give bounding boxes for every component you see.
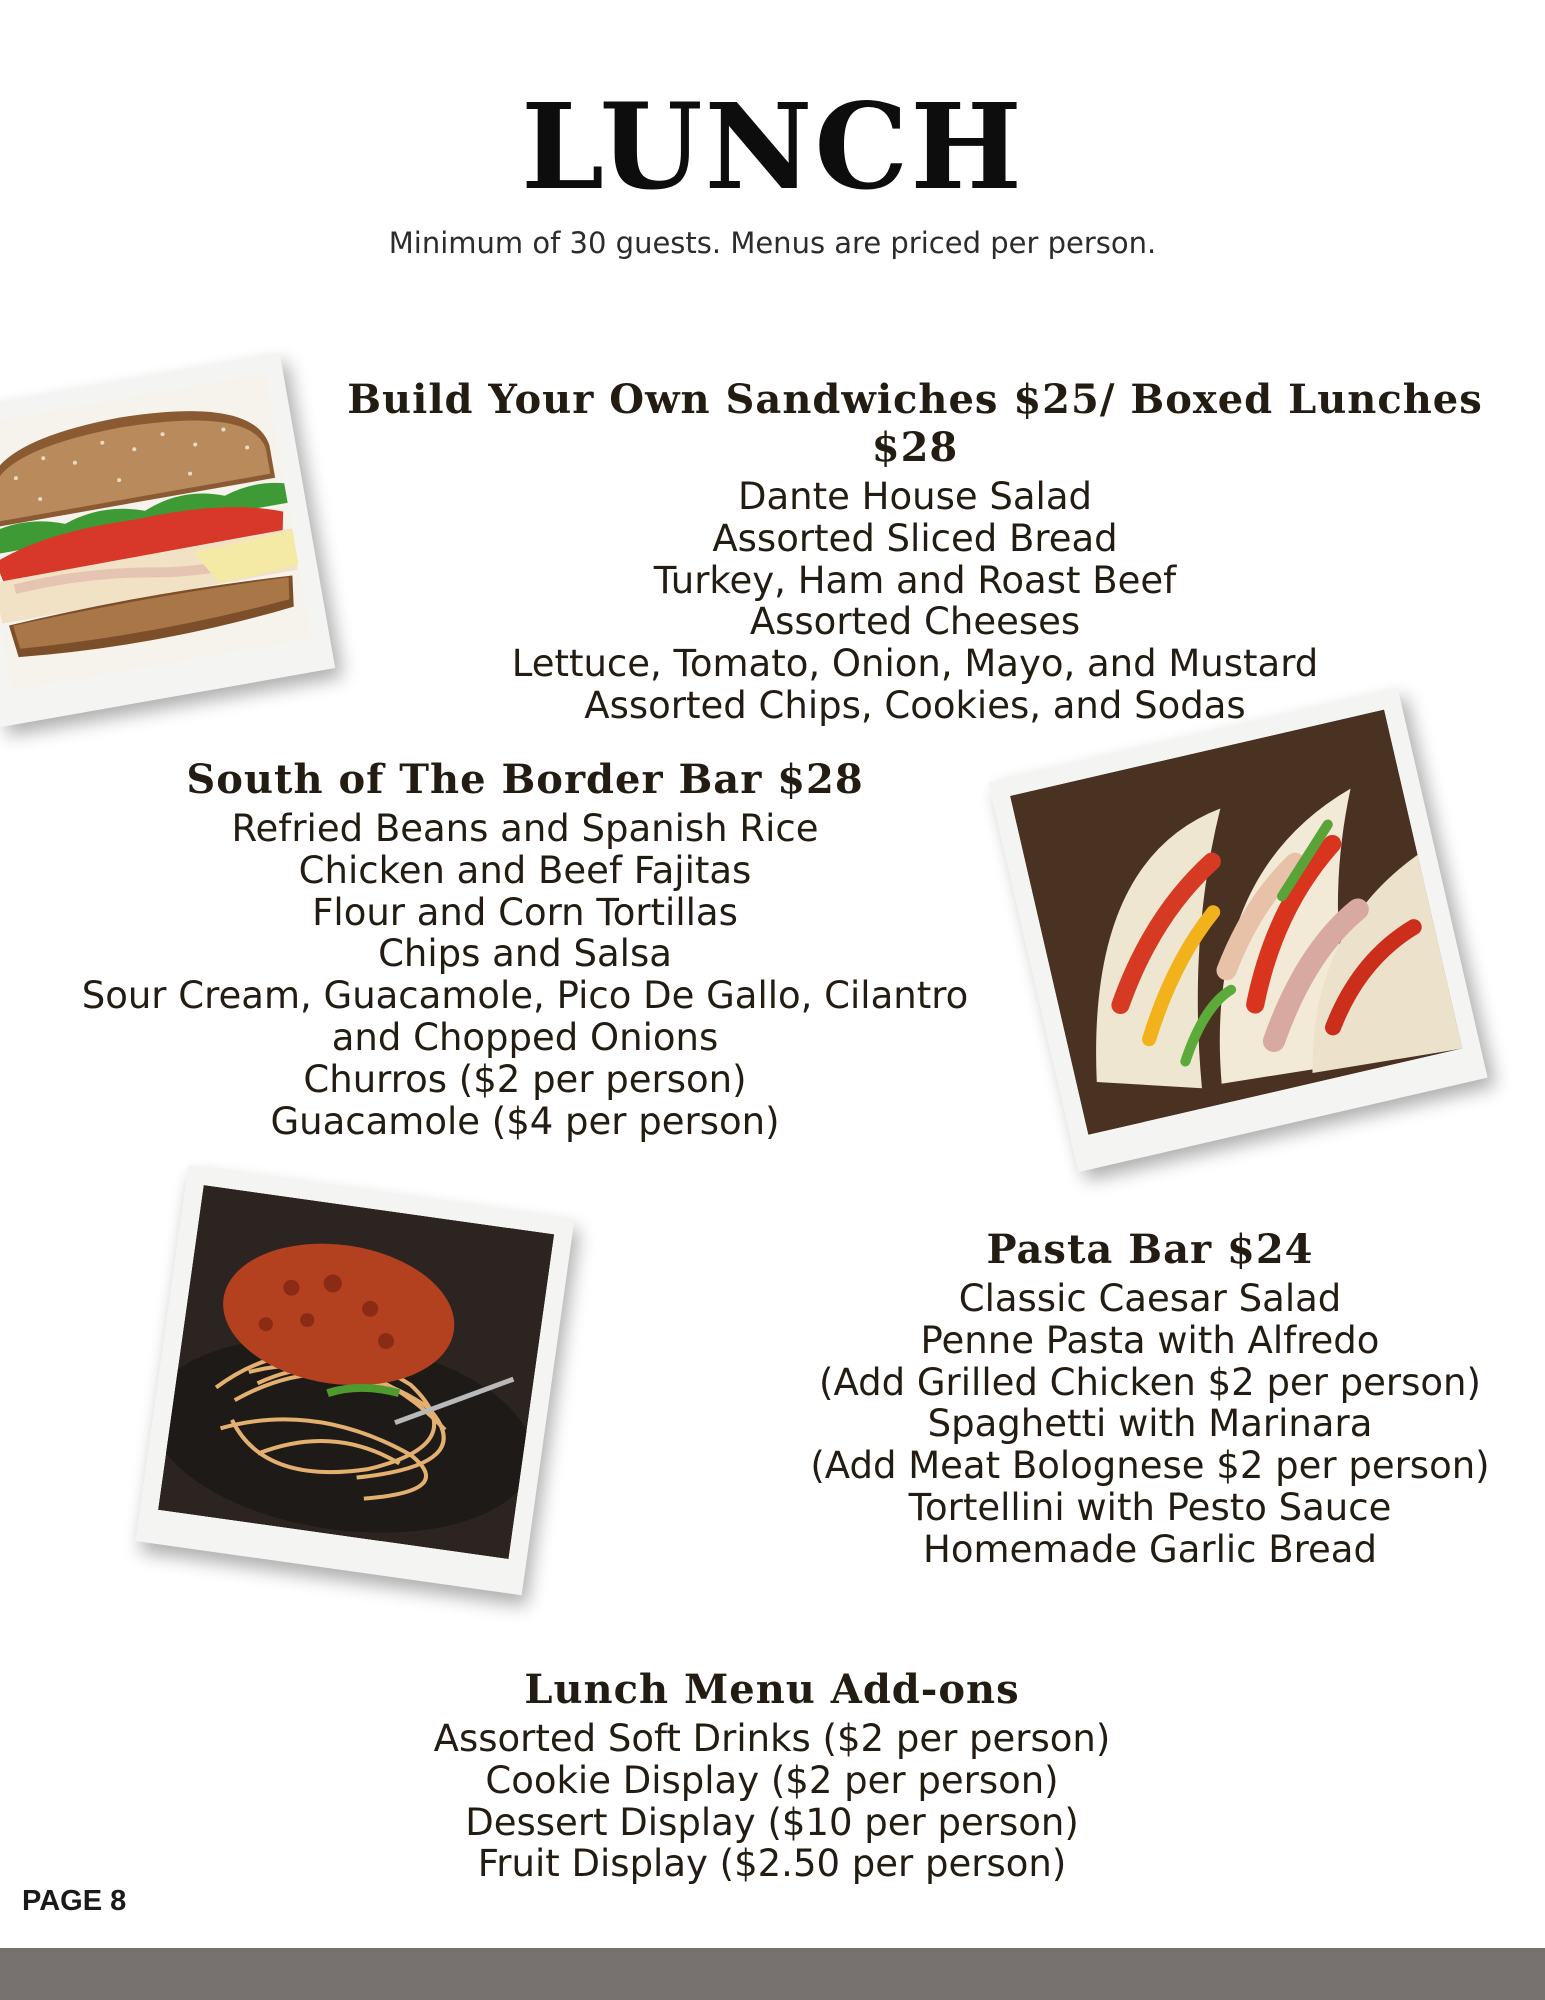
fajitas-photo: [988, 688, 1487, 1172]
menu-item: Flour and Corn Tortillas: [312, 890, 738, 934]
page-title: LUNCH: [521, 77, 1024, 216]
menu-item: Guacamole ($4 per person): [270, 1099, 780, 1143]
footer-bar: [0, 1948, 1545, 2000]
menu-item: Tortellini with Pesto Sauce: [908, 1485, 1392, 1529]
menu-item: Assorted Cheeses: [749, 600, 1081, 644]
page-number: PAGE 8: [22, 1885, 127, 1917]
menu-item: (Add Grilled Chicken $2 per person): [819, 1360, 1481, 1404]
page-subtitle: Minimum of 30 guests. Menus are priced per person.: [388, 226, 1157, 260]
menu-item: Churros ($2 per person): [303, 1057, 747, 1101]
fajitas-image: [1010, 709, 1462, 1134]
pasta-image: [158, 1185, 554, 1559]
border-bar-section: [30, 756, 1020, 1142]
menu-item: Sour Cream, Guacamole, Pico De Gallo, Cilantro: [81, 974, 969, 1018]
menu-item: Turkey, Ham and Roast Beef: [653, 558, 1177, 602]
menu-item: Spaghetti with Marinara: [927, 1402, 1373, 1446]
menu-item: Penne Pasta with Alfredo: [920, 1318, 1380, 1362]
pasta-bar-section: [600, 1226, 1545, 1571]
sandwich-photo: [0, 353, 335, 727]
menu-item: (Add Meat Bolognese $2 per person): [810, 1444, 1490, 1488]
sandwich-image: [0, 374, 312, 691]
addons-section: [272, 1666, 1272, 1885]
menu-item: Lettuce, Tomato, Onion, Mayo, and Mustard: [511, 642, 1319, 686]
section-heading: Lunch Menu Add-ons: [524, 1666, 1020, 1713]
menu-item: Assorted Chips, Cookies, and Sodas: [584, 683, 1246, 727]
menu-item: Assorted Sliced Bread: [712, 516, 1118, 560]
menu-item: Fruit Display ($2.50 per person): [477, 1842, 1067, 1886]
section-heading: South of The Border Bar $28: [186, 756, 864, 803]
menu-item: and Chopped Onions: [331, 1015, 719, 1059]
menu-item: Homemade Garlic Bread: [923, 1527, 1377, 1571]
menu-item: Chicken and Beef Fajitas: [298, 848, 752, 892]
section-heading: Build Your Own Sandwiches $25/ Boxed Lunches $28: [347, 376, 1483, 471]
menu-item: Refried Beans and Spanish Rice: [231, 807, 819, 850]
menu-item: Assorted Soft Drinks ($2 per person): [433, 1717, 1111, 1760]
section-heading: Pasta Bar $24: [986, 1226, 1314, 1273]
sandwiches-section: [300, 376, 1530, 727]
menu-item: Dessert Display ($10 per person): [465, 1800, 1079, 1844]
menu-item: Chips and Salsa: [378, 932, 672, 976]
pasta-photo: [135, 1165, 574, 1596]
menu-item: Dante House Salad: [738, 475, 1092, 518]
menu-item: Classic Caesar Salad: [958, 1277, 1342, 1320]
menu-item: Cookie Display ($2 per person): [485, 1758, 1059, 1802]
